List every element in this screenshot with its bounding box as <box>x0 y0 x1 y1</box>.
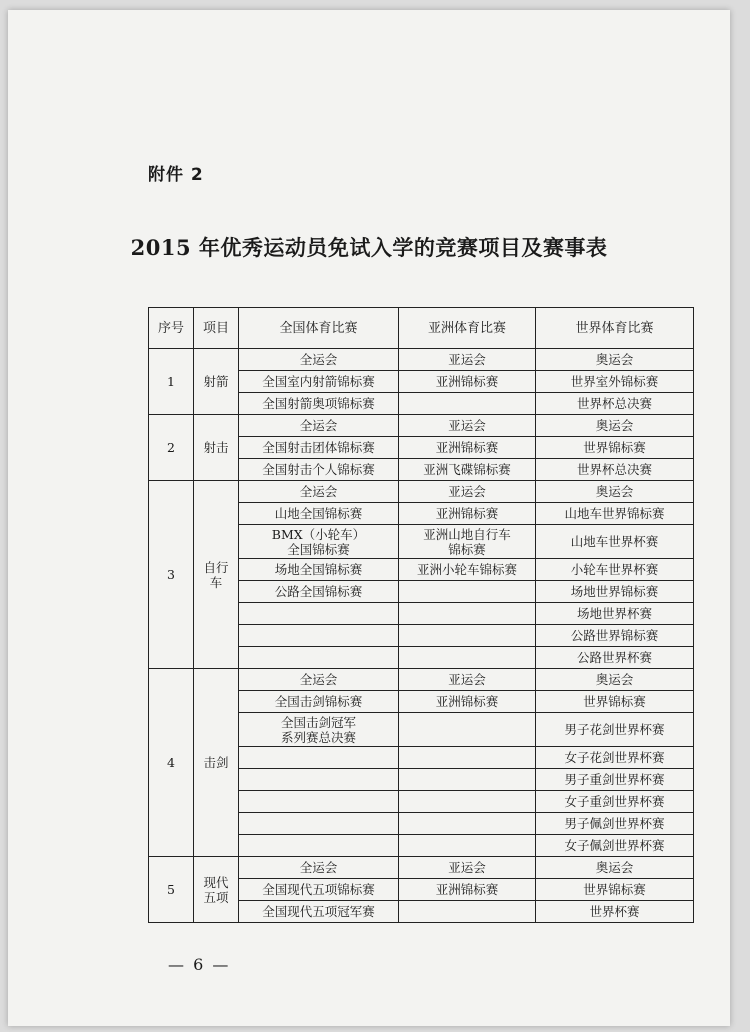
national-event-cell: 全国室内射箭锦标赛 <box>239 371 399 393</box>
national-event-cell: 全国现代五项冠军赛 <box>239 901 399 923</box>
world-event-cell: 女子佩剑世界杯赛 <box>536 835 694 857</box>
sport-cell: 现代 五项 <box>194 857 239 923</box>
national-event-cell: 全国击剑冠军 系列赛总决赛 <box>239 713 399 747</box>
asian-event-cell <box>399 835 536 857</box>
national-event-cell: 全运会 <box>239 349 399 371</box>
national-event-cell: 全国射击团体锦标赛 <box>239 437 399 459</box>
sport-cell: 射箭 <box>194 349 239 415</box>
asian-event-cell <box>399 393 536 415</box>
column-header: 世界体育比赛 <box>536 308 694 349</box>
world-event-cell: 世界杯赛 <box>536 901 694 923</box>
national-event-cell: 全国现代五项锦标赛 <box>239 879 399 901</box>
asian-event-cell: 亚洲锦标赛 <box>399 503 536 525</box>
attachment-label: 附件 2 <box>148 165 204 185</box>
column-header: 项目 <box>194 308 239 349</box>
national-event-cell: 全运会 <box>239 669 399 691</box>
row-number-cell: 4 <box>149 669 194 857</box>
world-event-cell: 世界锦标赛 <box>536 437 694 459</box>
asian-event-cell <box>399 713 536 747</box>
national-event-cell: 全国射箭奥项锦标赛 <box>239 393 399 415</box>
world-event-cell: 奥运会 <box>536 415 694 437</box>
national-event-cell <box>239 835 399 857</box>
world-event-cell: 男子花剑世界杯赛 <box>536 713 694 747</box>
events-table <box>148 307 694 923</box>
asian-event-cell <box>399 647 536 669</box>
world-event-cell: 世界杯总决赛 <box>536 459 694 481</box>
asian-event-cell: 亚洲飞碟锦标赛 <box>399 459 536 481</box>
national-event-cell: 全运会 <box>239 857 399 879</box>
world-event-cell: 世界锦标赛 <box>536 691 694 713</box>
national-event-cell: 全运会 <box>239 415 399 437</box>
national-event-cell: BMX（小轮车） 全国锦标赛 <box>239 525 399 559</box>
asian-event-cell <box>399 603 536 625</box>
world-event-cell: 山地车世界锦标赛 <box>536 503 694 525</box>
sport-cell: 射击 <box>194 415 239 481</box>
asian-event-cell: 亚运会 <box>399 669 536 691</box>
world-event-cell: 女子重剑世界杯赛 <box>536 791 694 813</box>
national-event-cell: 全国击剑锦标赛 <box>239 691 399 713</box>
asian-event-cell: 亚运会 <box>399 349 536 371</box>
column-header: 序号 <box>149 308 194 349</box>
table-row <box>149 481 694 503</box>
asian-event-cell <box>399 625 536 647</box>
asian-event-cell: 亚运会 <box>399 481 536 503</box>
national-event-cell <box>239 625 399 647</box>
world-event-cell: 公路世界锦标赛 <box>536 625 694 647</box>
row-number-cell: 2 <box>149 415 194 481</box>
table-body <box>149 349 694 923</box>
world-event-cell: 场地世界锦标赛 <box>536 581 694 603</box>
national-event-cell: 山地全国锦标赛 <box>239 503 399 525</box>
asian-event-cell: 亚洲锦标赛 <box>399 437 536 459</box>
asian-event-cell <box>399 769 536 791</box>
world-event-cell: 小轮车世界杯赛 <box>536 559 694 581</box>
page-number: — 6 — <box>168 955 231 974</box>
asian-event-cell: 亚运会 <box>399 857 536 879</box>
world-event-cell: 世界室外锦标赛 <box>536 371 694 393</box>
table-row <box>149 415 694 437</box>
asian-event-cell: 亚运会 <box>399 415 536 437</box>
asian-event-cell: 亚洲锦标赛 <box>399 879 536 901</box>
asian-event-cell <box>399 747 536 769</box>
document-page <box>8 10 730 1026</box>
world-event-cell: 奥运会 <box>536 857 694 879</box>
table-row <box>149 857 694 879</box>
world-event-cell: 奥运会 <box>536 349 694 371</box>
row-number-cell: 3 <box>149 481 194 669</box>
national-event-cell: 公路全国锦标赛 <box>239 581 399 603</box>
national-event-cell <box>239 647 399 669</box>
world-event-cell: 山地车世界杯赛 <box>536 525 694 559</box>
asian-event-cell: 亚洲山地自行车 锦标赛 <box>399 525 536 559</box>
table-row <box>149 669 694 691</box>
world-event-cell: 公路世界杯赛 <box>536 647 694 669</box>
asian-event-cell: 亚洲锦标赛 <box>399 371 536 393</box>
world-event-cell: 女子花剑世界杯赛 <box>536 747 694 769</box>
national-event-cell <box>239 791 399 813</box>
world-event-cell: 场地世界杯赛 <box>536 603 694 625</box>
sport-cell: 击剑 <box>194 669 239 857</box>
world-event-cell: 男子重剑世界杯赛 <box>536 769 694 791</box>
asian-event-cell <box>399 813 536 835</box>
column-header: 亚洲体育比赛 <box>399 308 536 349</box>
world-event-cell: 世界杯总决赛 <box>536 393 694 415</box>
national-event-cell <box>239 813 399 835</box>
world-event-cell: 男子佩剑世界杯赛 <box>536 813 694 835</box>
page-title: 2015 年优秀运动员免试入学的竞赛项目及赛事表 <box>130 235 608 260</box>
national-event-cell <box>239 603 399 625</box>
asian-event-cell <box>399 901 536 923</box>
national-event-cell: 全国射击个人锦标赛 <box>239 459 399 481</box>
national-event-cell: 全运会 <box>239 481 399 503</box>
asian-event-cell: 亚洲小轮车锦标赛 <box>399 559 536 581</box>
asian-event-cell <box>399 791 536 813</box>
asian-event-cell <box>399 581 536 603</box>
world-event-cell: 奥运会 <box>536 669 694 691</box>
table-row <box>149 349 694 371</box>
world-event-cell: 世界锦标赛 <box>536 879 694 901</box>
row-number-cell: 1 <box>149 349 194 415</box>
national-event-cell: 场地全国锦标赛 <box>239 559 399 581</box>
column-header: 全国体育比赛 <box>239 308 399 349</box>
row-number-cell: 5 <box>149 857 194 923</box>
national-event-cell <box>239 747 399 769</box>
sport-cell: 自行 车 <box>194 481 239 669</box>
world-event-cell: 奥运会 <box>536 481 694 503</box>
table-header-row <box>149 308 694 349</box>
asian-event-cell: 亚洲锦标赛 <box>399 691 536 713</box>
national-event-cell <box>239 769 399 791</box>
